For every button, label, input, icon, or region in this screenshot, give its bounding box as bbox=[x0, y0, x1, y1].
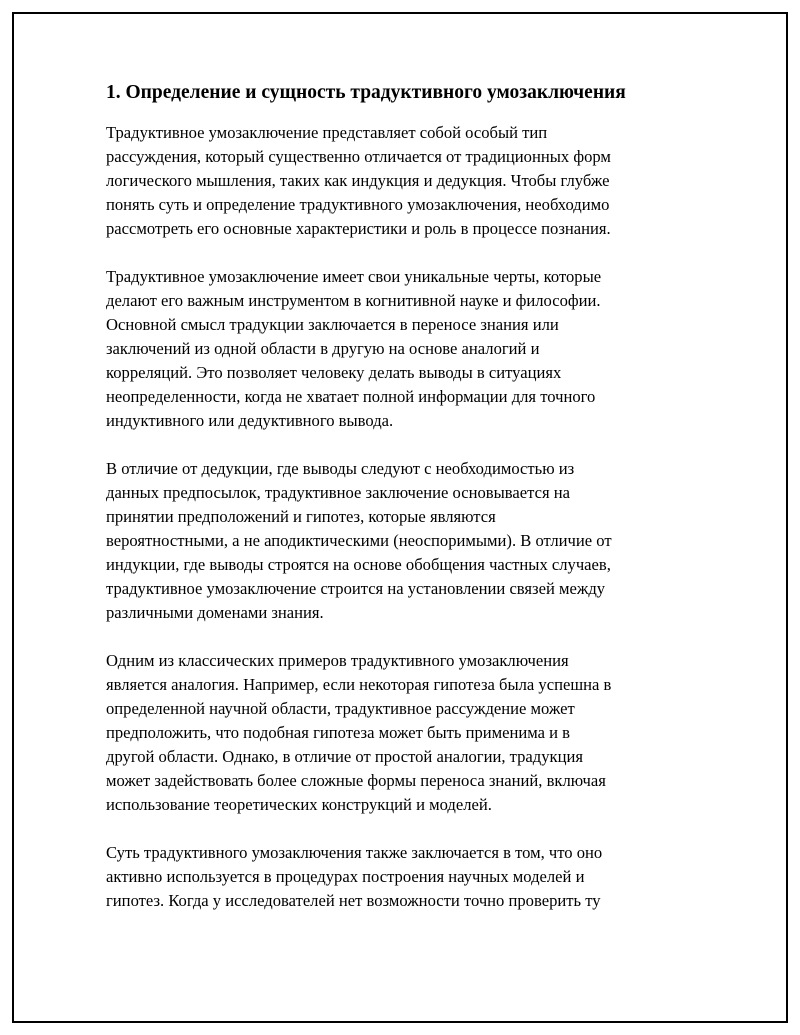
text-line: Основной смысл традукции заключается в переносе знания или bbox=[106, 315, 559, 334]
text-line: понять суть и определение традуктивного умозаключения, необходимо bbox=[106, 195, 610, 214]
paragraph-2 bbox=[106, 265, 686, 433]
text-line: Одним из классических примеров традуктивного умозаключения bbox=[106, 651, 569, 670]
section-heading: 1. Определение и сущность традуктивного умозаключения bbox=[106, 82, 626, 103]
text-line: предположить, что подобная гипотеза может быть применима и в bbox=[106, 723, 571, 742]
text-line: может задействовать более сложные формы переноса знаний, включая bbox=[106, 771, 606, 790]
text-line: логического мышления, таких как индукция и дедукция. Чтобы глубже bbox=[106, 171, 610, 190]
document-body bbox=[106, 80, 686, 937]
text-line: использование теоретических конструкций и моделей. bbox=[106, 795, 492, 814]
text-line: индуктивного или дедуктивного вывода. bbox=[106, 411, 394, 430]
text-line: определенной научной области, традуктивное рассуждение может bbox=[106, 699, 575, 718]
text-line: вероятностными, а не аподиктическими (неоспоримыми). В отличие от bbox=[106, 531, 612, 550]
text-line: Суть традуктивного умозаключения также заключается в том, что оно bbox=[106, 843, 603, 862]
text-line: данных предпосылок, традуктивное заключение основывается на bbox=[106, 483, 570, 502]
text-line: другой области. Однако, в отличие от простой аналогии, традукция bbox=[106, 747, 583, 766]
text-line: гипотез. Когда у исследователей нет возможности точно проверить ту bbox=[106, 891, 601, 910]
text-line: активно используется в процедурах построения научных моделей и bbox=[106, 867, 585, 886]
text-line: индукции, где выводы строятся на основе обобщения частных случаев, bbox=[106, 555, 611, 574]
text-line: является аналогия. Например, если некоторая гипотеза была успешна в bbox=[106, 675, 612, 694]
text-line: традуктивное умозаключение строится на установлении связей между bbox=[106, 579, 606, 598]
text-line: корреляций. Это позволяет человеку делать выводы в ситуациях bbox=[106, 363, 562, 382]
text-line: делают его важным инструментом в когнитивной науке и философии. bbox=[106, 291, 601, 310]
text-line: рассуждения, который существенно отличается от традиционных форм bbox=[106, 147, 611, 166]
paragraph-3 bbox=[106, 457, 686, 625]
text-line: рассмотреть его основные характеристики и роль в процессе познания. bbox=[106, 219, 611, 238]
text-line: Традуктивное умозаключение представляет собой особый тип bbox=[106, 123, 548, 142]
paragraph-1 bbox=[106, 121, 686, 241]
text-line: различными доменами знания. bbox=[106, 603, 324, 622]
text-line: заключений из одной области в другую на основе аналогий и bbox=[106, 339, 540, 358]
text-line: В отличие от дедукции, где выводы следуют с необходимостью из bbox=[106, 459, 575, 478]
paragraph-4 bbox=[106, 649, 686, 817]
text-line: Традуктивное умозаключение имеет свои уникальные черты, которые bbox=[106, 267, 602, 286]
text-line: неопределенности, когда не хватает полной информации для точного bbox=[106, 387, 596, 406]
text-line: принятии предположений и гипотез, которые являются bbox=[106, 507, 496, 526]
paragraph-5 bbox=[106, 841, 686, 913]
